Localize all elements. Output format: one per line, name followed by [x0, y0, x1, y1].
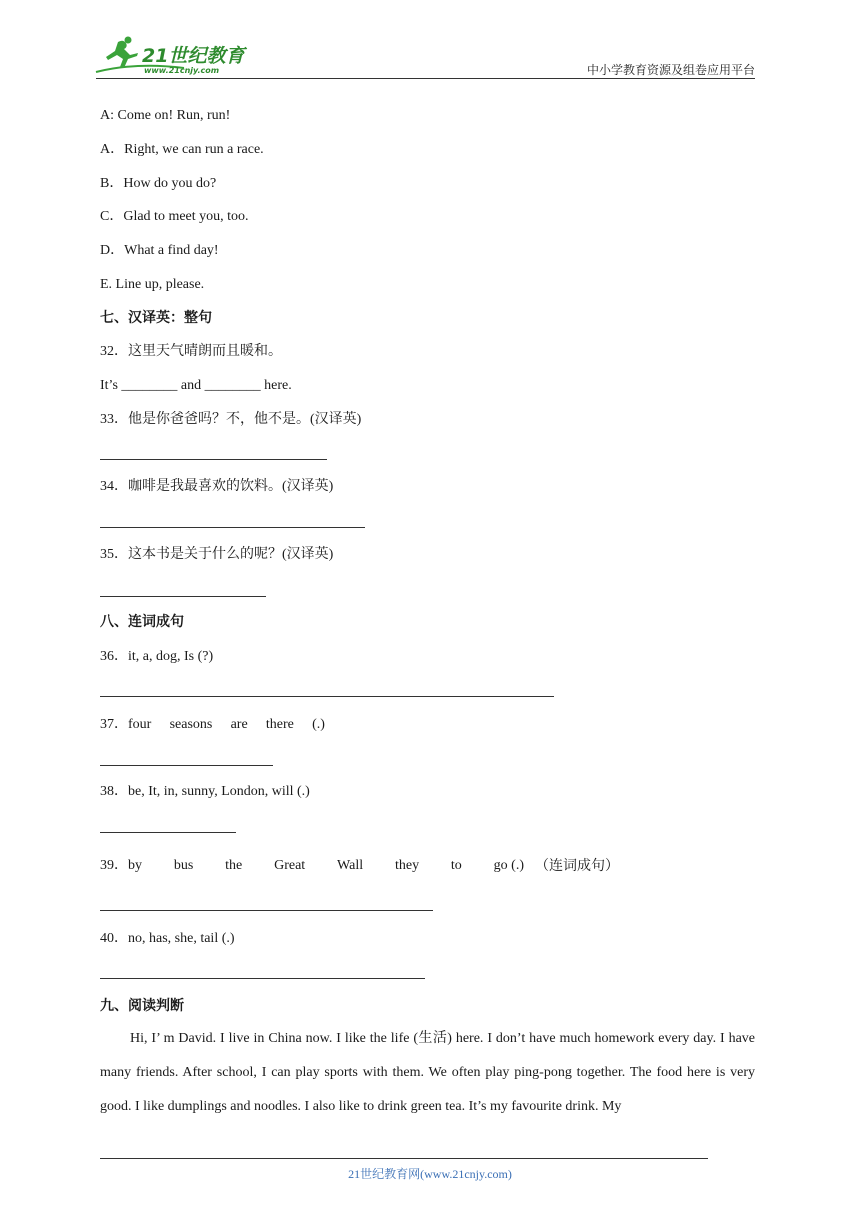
question-32-fill: It’s ________ and ________ here. — [100, 378, 292, 393]
question-36: 36．it, a, dog, Is (?) — [100, 649, 214, 664]
answer-line-39 — [100, 910, 433, 911]
option-d: D．What a find day! — [100, 243, 219, 258]
question-35: 35．这本书是关于什么的呢？(汉译英) — [100, 547, 334, 562]
word: 37．four — [100, 717, 152, 732]
option-a: A．Right, we can run a race. — [100, 142, 264, 157]
word: they — [394, 858, 420, 873]
footer-link[interactable]: 21世纪教育网(www.21cnjy.com) — [348, 1167, 512, 1181]
runner-head-icon — [125, 37, 132, 44]
platform-name: 中小学教育资源及组卷应用平台 — [586, 63, 755, 77]
word: the — [225, 858, 243, 873]
answer-line-38 — [100, 832, 236, 833]
word: 39．by — [100, 858, 142, 873]
dialogue-line-a: A: Come on! Run, run! — [100, 108, 231, 123]
reading-passage: Hi, I’ m David. I live in China now. I like the life (生活) here. I don’t have much homework every day. I have many friends. After school, I can play sports with them. We often play ping-pong together. The food here is very good. I like dumplings and noodles. I also like to drink green tea. It’s my favourite drink. My — [100, 1031, 755, 1114]
word: are — [230, 717, 248, 732]
answer-line-36 — [100, 696, 554, 697]
word: bus — [173, 858, 194, 873]
question-33: 33．他是你爸爸吗？不，他不是。(汉译英) — [100, 412, 362, 427]
answer-line-34 — [100, 527, 365, 528]
word: Wall — [337, 858, 364, 873]
question-32: 32．这里天气晴朗而且暖和。 — [100, 344, 282, 359]
logo-url: www.21cnjy.com — [144, 66, 220, 75]
question-39 — [100, 857, 524, 875]
header-divider — [96, 78, 755, 79]
word: seasons — [169, 717, 213, 732]
site-logo — [92, 34, 262, 78]
word: Great — [274, 858, 306, 873]
section-7-title: 七、汉译英：整句 — [100, 310, 212, 326]
question-38: 38．be, It, in, sunny, London, will (.) — [100, 784, 310, 799]
answer-line-37 — [100, 765, 273, 766]
section-9-title: 九、阅读判断 — [100, 998, 184, 1014]
section-8-title: 八、连词成句 — [100, 614, 184, 630]
word: (.) — [312, 717, 325, 732]
runner-figure-icon — [106, 41, 138, 68]
word: to — [450, 858, 462, 873]
question-37 — [100, 716, 325, 734]
option-e: E. Line up, please. — [100, 277, 205, 292]
question-39-note: （连词成句） — [535, 859, 619, 874]
footer-divider — [100, 1158, 708, 1159]
answer-line-40 — [100, 978, 425, 979]
logo-text: 21世纪教育 — [142, 45, 245, 67]
word: there — [265, 717, 294, 732]
option-b: B．How do you do? — [100, 176, 217, 191]
question-34: 34．咖啡是我最喜欢的饮料。(汉译英) — [100, 479, 334, 494]
answer-line-33 — [100, 459, 327, 460]
answer-line-35 — [100, 596, 266, 597]
question-40: 40．no, has, she, tail (.) — [100, 931, 235, 946]
word: go (.) — [493, 858, 524, 873]
option-c: C．Glad to meet you, too. — [100, 209, 249, 224]
